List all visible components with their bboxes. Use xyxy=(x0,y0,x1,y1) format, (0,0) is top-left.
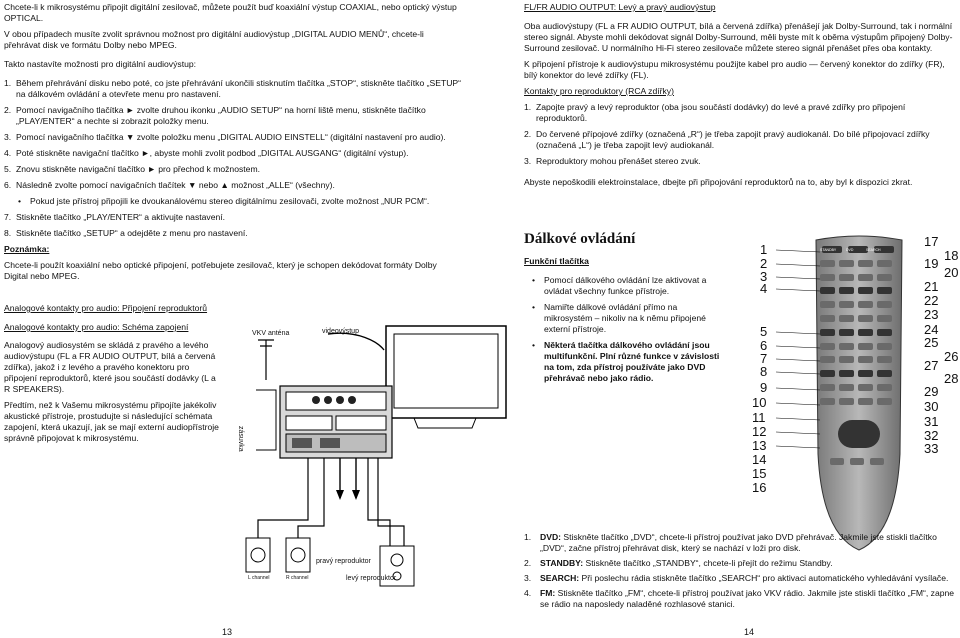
multifunction-text: Některá tlačítka dálkového ovládání jsou multifunkční. Plní různé funkce v závislosti na tom, zda přístroj používáte jako DVD přehrávač nebo jako rádio. xyxy=(544,340,720,383)
remote-callout-left: 14 xyxy=(752,452,767,467)
right-heading: FL/FR AUDIO OUTPUT: Levý a pravý audiovýstup xyxy=(524,2,716,12)
l-channel-label: L channel xyxy=(248,575,270,581)
bullet-dot: • xyxy=(532,275,536,285)
remote-callout-left: 4 xyxy=(760,281,768,296)
item-text xyxy=(540,588,960,610)
remote-callout-right: 21 xyxy=(924,279,939,294)
item-text xyxy=(540,558,960,569)
item-text: Pomocí navigačního tlačítka ► zvolte druhou ikonku „AUDIO SETUP“ na horní liště menu, stiskněte tlačítko „PLAY/ENTER“ a nechte si zobrazit položky menu. xyxy=(16,105,426,126)
remote-button-item xyxy=(524,558,960,569)
numbered-item xyxy=(4,105,462,127)
numbered-item xyxy=(524,102,954,124)
button-name: SEARCH: xyxy=(540,573,580,583)
item-text: Během přehrávání disku nebo poté, co jste přehrávání ukončili stisknutím tlačítka „STOP“, stiskněte tlačítko „SETUP“ na dálkovém ovládání a otevřete menu pro nastavení. xyxy=(16,78,461,99)
remote-callout-left: 12 xyxy=(752,424,767,439)
item-text xyxy=(540,573,960,584)
item-text: Reproduktory mohou přenášet stereo zvuk. xyxy=(536,156,701,166)
numbered-item xyxy=(4,132,462,143)
remote-title: Dálkové ovládání xyxy=(524,231,636,247)
function-bullet-text: Namiřte dálkové ovládání přímo na mikrosystém – nikoliv na k němu připojené externí přístroje. xyxy=(544,302,706,334)
rca-steps xyxy=(524,102,954,167)
numbered-item xyxy=(4,180,462,191)
outlet-label: zásuvka xyxy=(237,426,244,452)
bullet-dot: • xyxy=(532,302,536,312)
button-name: DVD: xyxy=(540,532,562,542)
remote-callout-left: 11 xyxy=(752,410,766,425)
button-description: Stiskněte tlačítko „FM“, chcete-li přístroj používat jako VKV rádio. Jakmile jste stiskli tlačítko „FM“, zapne se rádio na naposledy naladěné rozhlasové stanici. xyxy=(540,588,955,609)
numbered-item xyxy=(524,129,954,151)
item-number: 7. xyxy=(4,212,12,222)
remote-button[interactable] xyxy=(830,458,844,465)
warning-short: Abyste nepoškodili elektroinstalace, dbejte při připojování reproduktorů na to, aby byl k dispozici zkrat. xyxy=(524,177,913,187)
rca-subheading: Kontakty pro reproduktory (RCA zdířky) xyxy=(524,86,674,96)
page-number-left: 13 xyxy=(222,627,233,637)
item-text: Znovu stiskněte navigační tlačítko ► pro přechod k možnostem. xyxy=(16,164,260,174)
numbered-item xyxy=(4,164,462,175)
bullet-text: Pokud jste přístroj připojili ke dvoukanálovému stereo digitálnímu zesilovači, zvolte možnost „NUR PCM“. xyxy=(30,196,430,206)
remote-callout-right: 28 xyxy=(944,371,959,386)
item-text: Stiskněte tlačítko „PLAY/ENTER“ a aktivujte nastavení. xyxy=(16,212,226,222)
button-name: FM: xyxy=(540,588,556,598)
remote-callout-left: 1 xyxy=(760,242,768,257)
remote-callout-right: 26 xyxy=(944,349,959,364)
item-number: 1. xyxy=(524,102,532,112)
remote-callout-left: 16 xyxy=(752,480,767,495)
remote-callout-left: 10 xyxy=(752,395,767,410)
item-number: 4. xyxy=(524,588,532,598)
analog-paragraph: Analogový audiosystém se skládá z pravého a levého audiovýstupu (FL a FR AUDIO OUTPUT, bílá a červená zdířka), jakož i z levého a pravého konektoru pro připojení reproduktorů, které jsou součástí dodávky (L a R SPEAKERS). xyxy=(4,340,216,394)
remote-callout-right: 19 xyxy=(924,256,939,271)
remote-button[interactable] xyxy=(850,458,864,465)
multifunction-note xyxy=(524,340,720,384)
intro-paragraph-1: Chcete-li k mikrosystému připojit digitální zesilovač, můžete použít buď koaxiální výstup COAXIAL, nebo optický výstup OPTICAL. xyxy=(4,2,457,23)
remote-button-item xyxy=(524,588,960,610)
remote-label-search: SEARCH xyxy=(866,248,881,252)
r-channel-label: R channel xyxy=(286,575,309,581)
button-description: Při poslechu rádia stiskněte tlačítko „SEARCH“ pro aktivaci automatického vyhledávání vysílače. xyxy=(581,573,949,583)
item-text: Pomocí navigačního tlačítka ▼ zvolte položku menu „DIGITAL AUDIO EINSTELL“ (digitální nastavení pro audio). xyxy=(16,132,446,142)
link-speakers: Analogové kontakty pro audio: Připojení reproduktorů xyxy=(4,303,208,313)
item-text: Následně zvolte pomocí navigačních tlačítek ▼ nebo ▲ možnost „ALLE“ (všechny). xyxy=(16,180,335,190)
remote-callout-left: 9 xyxy=(760,380,768,395)
remote-callout-left: 13 xyxy=(752,438,767,453)
item-text: Poté stiskněte navigační tlačítko ►, abyste mohli zvolit podbod „DIGITAL AUSGANG“ (digitální výstup). xyxy=(16,148,409,158)
remote-callout-right: 17 xyxy=(924,234,939,249)
warning-paragraph: Předtím, než k Vašemu mikrosystému připojíte jakékoliv akustické přístroje, prostudujte si následující schémata zapojení, která ukazují, jak se mají externí audiopřístroje správně připojovat k mikrosystému. xyxy=(4,400,219,443)
steps-list-2 xyxy=(4,212,462,239)
right-page xyxy=(524,2,954,193)
item-number: 3. xyxy=(524,573,532,583)
remote-callout-left: 5 xyxy=(760,324,768,339)
item-text: Stiskněte tlačítko „SETUP“ a odejděte z menu pro nastavení. xyxy=(16,228,248,238)
remote-callout-right: 20 xyxy=(944,265,959,280)
item-number: 8. xyxy=(4,228,12,238)
remote-callout-left: 3 xyxy=(760,269,768,284)
item-number: 6. xyxy=(4,180,12,190)
item-number: 2. xyxy=(524,558,532,568)
numbered-item xyxy=(4,148,462,159)
note-text: Chcete-li použít koaxiální nebo optické připojení, potřebujete zesilovač, který je schopen dekódovat formáty Dolby Digital nebo MPEG. xyxy=(4,260,437,281)
remote-callout-right: 27 xyxy=(924,358,939,373)
item-number: 2. xyxy=(4,105,12,115)
video-output-label: videovýstup xyxy=(322,328,359,335)
numbered-item xyxy=(524,156,954,167)
remote-leader-lines xyxy=(762,234,960,454)
remote-section xyxy=(524,230,720,389)
remote-callout-left: 8 xyxy=(760,364,768,379)
bullet-dot: • xyxy=(18,196,22,206)
remote-callout-right: 18 xyxy=(944,248,959,263)
bullet-dot: • xyxy=(532,340,536,350)
remote-label-standby: STANDBY xyxy=(820,248,837,252)
bullet-item xyxy=(4,196,462,207)
remote-callout-right: 29 xyxy=(924,384,939,399)
remote-callout-left: 7 xyxy=(760,351,768,366)
button-description: Stiskněte tlačítko „DVD“, chcete-li přístroj používat jako DVD přehrávač. Jakmile jste stiskli tlačítko „DVD“, začne přístroj přehrávat disk, který se nachází v loži pro disk. xyxy=(540,532,937,553)
left-speaker-label: levý reproduktor xyxy=(346,575,397,582)
item-number: 1. xyxy=(524,532,532,542)
note-title: Poznámka: xyxy=(4,244,50,254)
item-text: Zapojte pravý a levý reproduktor (oba jsou součástí dodávky) do levé a pravé zdířky pro připojení reproduktorů. xyxy=(536,102,906,123)
right-speaker-label: pravý reproduktor xyxy=(316,558,371,565)
button-description: Stiskněte tlačítko „STANDBY“, chcete-li přejít do režimu Standby. xyxy=(585,558,833,568)
item-text: Do červené přípojové zdířky (označená „R“) je třeba zapojit pravý audiokanál. Do bílé připojovací zdířky (označená „L“) je třeba zapojit levý audiokanál. xyxy=(536,129,930,150)
vhf-antenna-label: VKV anténa xyxy=(252,330,290,337)
diagram-svg xyxy=(228,320,518,610)
remote-callout-right: 22 xyxy=(924,293,939,308)
output-paragraph: Oba audiovýstupy (FL a FR AUDIO OUTPUT, bílá a červená zdířka) přenášejí jak Dolby-Surround, tak i normální stereo signál. Abyste mohli dekódovat signál Dolby-Surround, měli byste mít k oběma výstupům připojený Dolby-Surround zesilovač. U normálního Hi-Fi stereo zesilovače můžete stereo signál přenášet přes oba kontakty. xyxy=(524,21,953,53)
item-number: 4. xyxy=(4,148,12,158)
link-schema: Analogové kontakty pro audio: Schéma zapojení xyxy=(4,322,189,332)
numbered-item xyxy=(4,228,462,239)
item-number: 3. xyxy=(4,132,12,142)
remote-label-dvd: DVD xyxy=(846,248,854,252)
numbered-item xyxy=(4,212,462,223)
function-bullet xyxy=(524,275,720,297)
remote-callout-right: 31 xyxy=(924,414,939,429)
button-name: STANDBY: xyxy=(540,558,584,568)
remote-callout-right: 30 xyxy=(924,399,939,414)
remote-buttons-list xyxy=(524,532,960,614)
function-buttons-title: Funkční tlačítka xyxy=(524,256,589,266)
function-bullet xyxy=(524,302,720,335)
remote-callout-left: 2 xyxy=(760,256,768,271)
remote-callout-right: 33 xyxy=(924,441,939,456)
remote-callout-right: 24 xyxy=(924,322,939,337)
numbered-item xyxy=(4,78,462,100)
remote-button[interactable] xyxy=(870,458,884,465)
remote-button-item xyxy=(524,573,960,584)
item-number: 5. xyxy=(4,164,12,174)
intro-paragraph-2: V obou případech musíte zvolit správnou možnost pro digitální audiovýstup „DIGITAL AUDIO MENŮ“, chcete-li přehrávat disk ve formátu Dolby nebo MPEG. xyxy=(4,29,424,50)
steps-list xyxy=(4,78,462,191)
remote-callout-left: 15 xyxy=(752,466,767,481)
page-number-right: 14 xyxy=(744,627,755,637)
item-number: 2. xyxy=(524,129,532,139)
item-number: 3. xyxy=(524,156,532,166)
function-bullets xyxy=(524,275,720,335)
remote-callout-right: 32 xyxy=(924,428,939,443)
remote-callout-right: 23 xyxy=(924,307,939,322)
remote-callout-right: 25 xyxy=(924,335,939,350)
remote-callout-left: 6 xyxy=(760,338,768,353)
intro-paragraph-3: Takto nastavíte možnosti pro digitální audiovýstup: xyxy=(4,59,197,69)
function-bullet-text: Pomocí dálkového ovládání lze aktivovat a ovládat všechny funkce přístroje. xyxy=(544,275,707,296)
item-number: 1. xyxy=(4,78,12,88)
cable-paragraph: K připojení přístroje k audiovýstupu mikrosystému použijte kabel pro audio — červený konektor do zdířky (FR), bílý konektor do levé zdířky (FL). xyxy=(524,59,945,80)
remote-button-item xyxy=(524,532,960,554)
item-text xyxy=(540,532,960,554)
